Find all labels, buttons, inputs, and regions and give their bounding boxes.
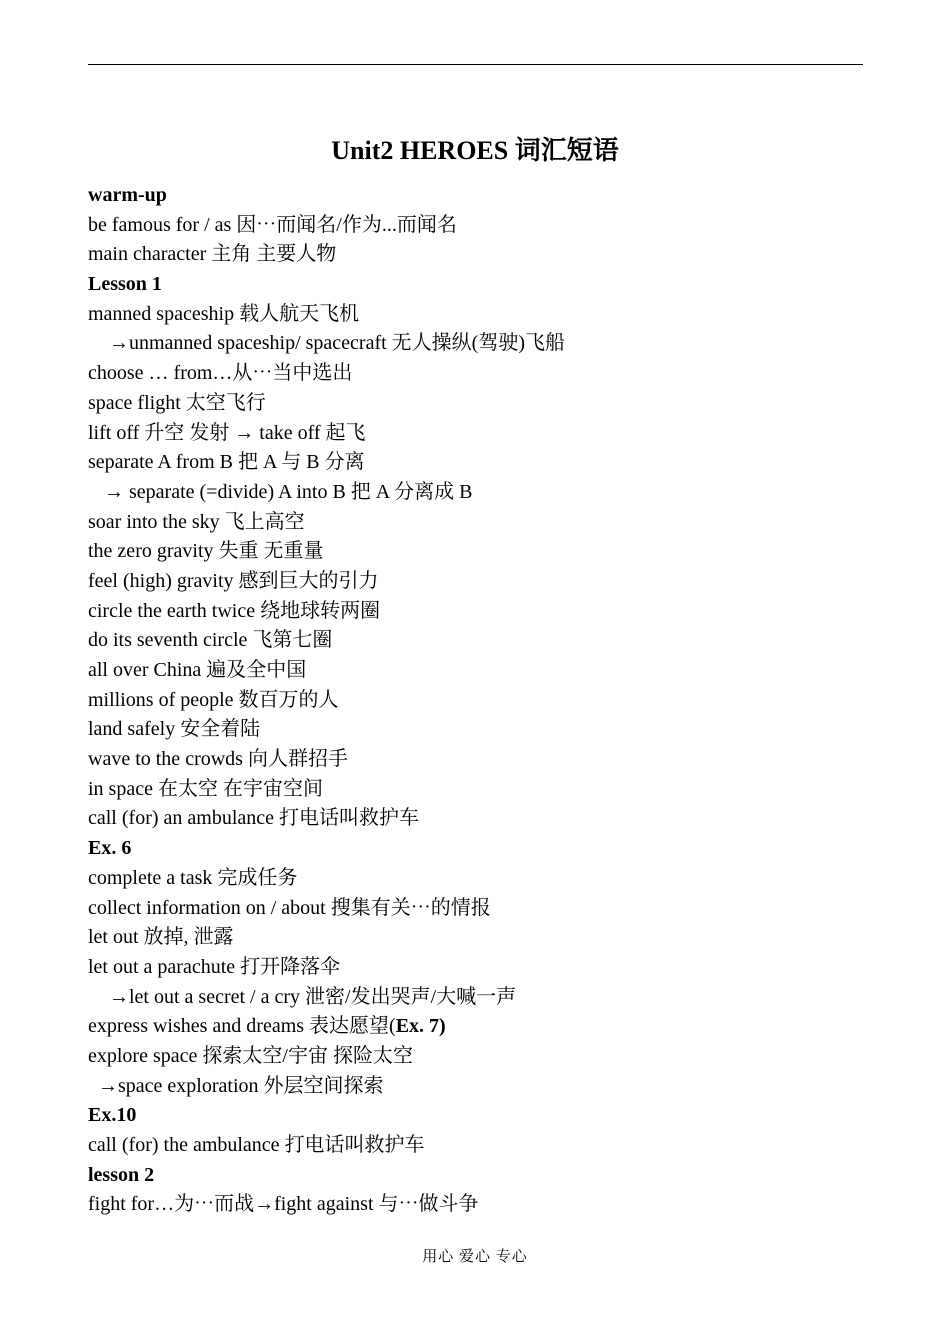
- phrase-entry: [88, 537, 878, 567]
- phrase-entry: [88, 300, 878, 330]
- section-heading-text: lesson 2: [88, 1163, 155, 1186]
- phrase-entry: [88, 1190, 878, 1220]
- phrase-text: choose … from…从⋯当中选出: [88, 362, 353, 385]
- phrase-text: space flight 太空飞行: [88, 391, 266, 414]
- phrase-entry: [88, 745, 878, 775]
- phrase-entry: [88, 240, 878, 270]
- phrase-text: complete a task 完成任务: [88, 866, 298, 889]
- phrase-text: express wishes and dreams 表达愿望(: [88, 1015, 396, 1038]
- phrase-text: →space exploration 外层空间探索: [98, 1074, 384, 1097]
- phrase-entry: [88, 448, 878, 478]
- phrase-entry: [88, 359, 878, 389]
- phrase-entry: [88, 864, 878, 894]
- phrase-text: manned spaceship 载人航天飞机: [88, 302, 360, 325]
- phrase-entry: [88, 894, 878, 924]
- section-heading: [88, 1101, 878, 1131]
- phrase-entry: [88, 1072, 878, 1102]
- phrase-text: →let out a secret / a cry 泄密/发出哭声/大喊一声: [109, 985, 517, 1008]
- phrase-text: let out a parachute 打开降落伞: [88, 955, 341, 978]
- phrase-text: lift off 升空 发射 → take off 起飞: [88, 421, 366, 444]
- phrase-text: →unmanned spaceship/ spacecraft 无人操纵(驾驶)飞船: [109, 332, 565, 355]
- phrase-entry: [88, 715, 878, 745]
- phrase-text: millions of people 数百万的人: [88, 688, 339, 711]
- phrase-text: wave to the crowds 向人群招手: [88, 748, 348, 771]
- phrase-text: fight for…为⋯而战→fight against 与⋯做斗争: [88, 1193, 479, 1216]
- phrase-entry: [88, 478, 878, 508]
- section-heading: [88, 270, 878, 300]
- phrase-text: main character 主角 主要人物: [88, 243, 337, 266]
- phrase-entry: [88, 923, 878, 953]
- phrase-text: let out 放掉, 泄露: [88, 926, 234, 949]
- phrase-text: feel (high) gravity 感到巨大的引力: [88, 569, 379, 592]
- section-heading: [88, 1161, 878, 1191]
- phrase-entry: [88, 508, 878, 538]
- section-heading: [88, 834, 878, 864]
- phrase-text: → separate (=divide) A into B 把 A 分离成 B: [104, 480, 473, 503]
- section-heading-text: Ex. 6: [88, 837, 132, 860]
- phrase-entry: [88, 804, 878, 834]
- phrase-text: do its seventh circle 飞第七圈: [88, 629, 333, 652]
- phrase-entry: [88, 953, 878, 983]
- phrase-entry: [88, 775, 878, 805]
- phrase-entry: [88, 626, 878, 656]
- phrase-entry: [88, 1042, 878, 1072]
- phrase-text: soar into the sky 飞上高空: [88, 510, 305, 533]
- vocabulary-list: [88, 181, 878, 1220]
- phrase-text: the zero gravity 失重 无重量: [88, 540, 324, 563]
- phrase-text: explore space 探索太空/宇宙 探险太空: [88, 1044, 413, 1067]
- phrase-entry: [88, 329, 878, 359]
- phrase-entry: [88, 983, 878, 1013]
- phrase-text: circle the earth twice 绕地球转两圈: [88, 599, 381, 622]
- section-heading-text: warm-up: [88, 184, 167, 206]
- page-footer: 用心 爱心 专心: [422, 1249, 528, 1265]
- phrase-text: collect information on / about 搜集有关⋯的情报: [88, 896, 491, 919]
- exercise-ref: Ex. 7): [395, 1015, 446, 1038]
- phrase-entry: [88, 389, 878, 419]
- phrase-text: in space 在太空 在宇宙空间: [88, 777, 323, 800]
- phrase-text: call (for) the ambulance 打电话叫救护车: [88, 1134, 425, 1156]
- phrase-text: land safely 安全着陆: [88, 718, 261, 741]
- phrase-text: call (for) an ambulance 打电话叫救护车: [88, 807, 420, 830]
- phrase-text: be famous for / as 因⋯而闻名/作为...而闻名: [88, 213, 457, 236]
- page-title: Unit2 HEROES 词汇短语: [331, 136, 619, 165]
- phrase-entry: [88, 1012, 878, 1042]
- phrase-entry: [88, 597, 878, 627]
- header-rule: [88, 64, 863, 65]
- phrase-entry: [88, 567, 878, 597]
- phrase-entry: [88, 419, 878, 449]
- phrase-entry: [88, 1131, 878, 1161]
- phrase-entry: [88, 656, 878, 686]
- phrase-entry: [88, 686, 878, 716]
- phrase-entry: [88, 211, 878, 241]
- section-heading-text: Lesson 1: [88, 273, 162, 296]
- section-heading-text: Ex.10: [88, 1104, 137, 1127]
- phrase-text: all over China 遍及全中国: [88, 659, 307, 681]
- section-heading: [88, 181, 878, 211]
- phrase-text: separate A from B 把 A 与 B 分离: [88, 451, 365, 474]
